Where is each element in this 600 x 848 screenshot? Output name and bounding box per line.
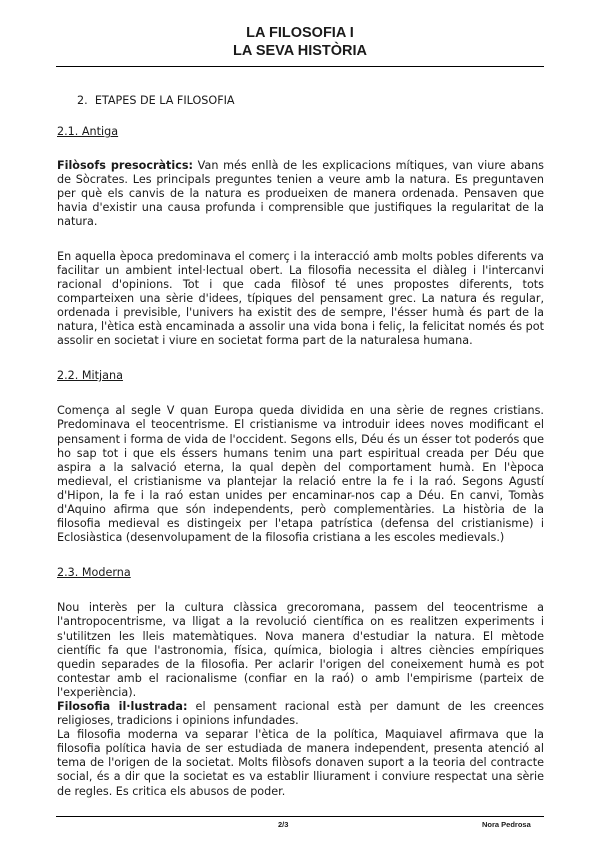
paragraph-politica: La filosofia moderna va separar l'ètica de la política, Maquiavel afirmava que la filosofia política havia de ser estudiada de manera independent, presenta atenció al tema de l'origen de la societat. Molts filòsofs donaven suport a la teoria del contracte social, és a dir que la societat es va establir lliurament i conviure respectat una sèrie de regles. Es critica els abusos de poder. xyxy=(57,728,544,798)
paragraph-presocratics xyxy=(57,159,544,229)
heading-antiga: 2.1. Antiga xyxy=(57,125,119,138)
header-divider xyxy=(56,66,544,67)
document-body xyxy=(57,94,544,799)
title-line-1: LA FILOSOFIA I xyxy=(246,25,354,41)
term-illustrada: Filosofia il·lustrada: xyxy=(57,700,188,713)
section-title: ETAPES DE LA FILOSOFIA xyxy=(94,94,235,107)
title-line-2: LA SEVA HISTÒRIA xyxy=(233,43,367,59)
author-name: Nora Pedrosa xyxy=(482,820,531,829)
paragraph-presocratics-text: Van més enllà de les explicacions mítiques, van viure abans de Sòcrates. Les principals preguntes tenien a veure amb la natura. Es preguntaven per què els canvis de la natura es produeixen de manera ordenada. Pensaven que havia d'existir una causa profunda i comprensible que justifiques la regularitat de la natura. xyxy=(57,159,544,229)
paragraph-illustrada-text: el pensament racional està per damunt de les creences religioses, tradicions i opinions infundades. xyxy=(57,700,544,728)
heading-mitjana: 2.2. Mitjana xyxy=(57,369,123,383)
paragraph-antiga-context: En aquella època predominava el comerç i la interacció amb molts pobles diferents va facilitar un ambient intel·lectual obert. La filosofia necessita el diàleg i l'intercanvi racional d'opinions. Tot i que cada filòsof té unes propostes diferents, tots comparteixen una sèrie d'idees, típiques del pensament grec. La natura és regular, ordenada i previsible, l'univers ha existit des de sempre, l'ésser humà és part de la natura, l'ètica està encaminada a assolir una vida bona i feliç, la felicitat només és pot assolir en societat i viure en societat forma part de la naturalesa humana. xyxy=(57,249,544,348)
paragraph-mitjana: Comença al segle V quan Europa queda dividida en una sèrie de regnes cristians. Predominava el teocentrisme. El cristianisme va introduir idees noves modificant el pensament i forma de vida de l'occident. Segons ells, Déu és un ésser tot poderós que ho sap tot i que els éssers humans tenim una part espiritual creada per Déu que aspira a la salvació eterna, la qual depèn del comportament humà. En l'època medieval, el cristianisme va plantejar la relació entre la fe i la raó. Segons Agustí d'Hipon, la fe i la raó estan unides per encaminar-nos cap a Déu. En canvi, Tomàs d'Aquino afirma que són independents, però complementàries. La història de la filosofia medieval es distingeix per l'etapa patrística (defensa del cristianisme) i Eclosiàstica (desenvolupament de la filosofia cristiana a les escoles medievals.) xyxy=(57,404,544,545)
page-number: 2/3 xyxy=(278,820,289,829)
document-header xyxy=(0,24,600,60)
term-presocratics: Filòsofs presocràtics: xyxy=(57,159,193,173)
paragraph-illustrada xyxy=(57,700,544,728)
heading-moderna: 2.3. Moderna xyxy=(57,566,131,580)
section-heading xyxy=(57,94,544,109)
paragraph-moderna: Nou interès per la cultura clàssica grecoromana, passem del teocentrisme a l'antropocentrisme, va lligat a la revolució científica on es realitzen experiments i s'utilitzen les lleis matemàtiques. Nova manera d'estudiar la natura. El mètode científic fa que l'astronomia, física, química, biologia i altres ciències empíriques quedin separades de la filosofia. Per aclarir l'origen del coneixement humà es pot contestar amb el racionalisme (confiar en la raó) o amb l'empirisme (parteix de l'experiència). xyxy=(57,601,544,699)
section-number: 2. xyxy=(77,94,88,107)
footer-divider xyxy=(56,816,544,817)
